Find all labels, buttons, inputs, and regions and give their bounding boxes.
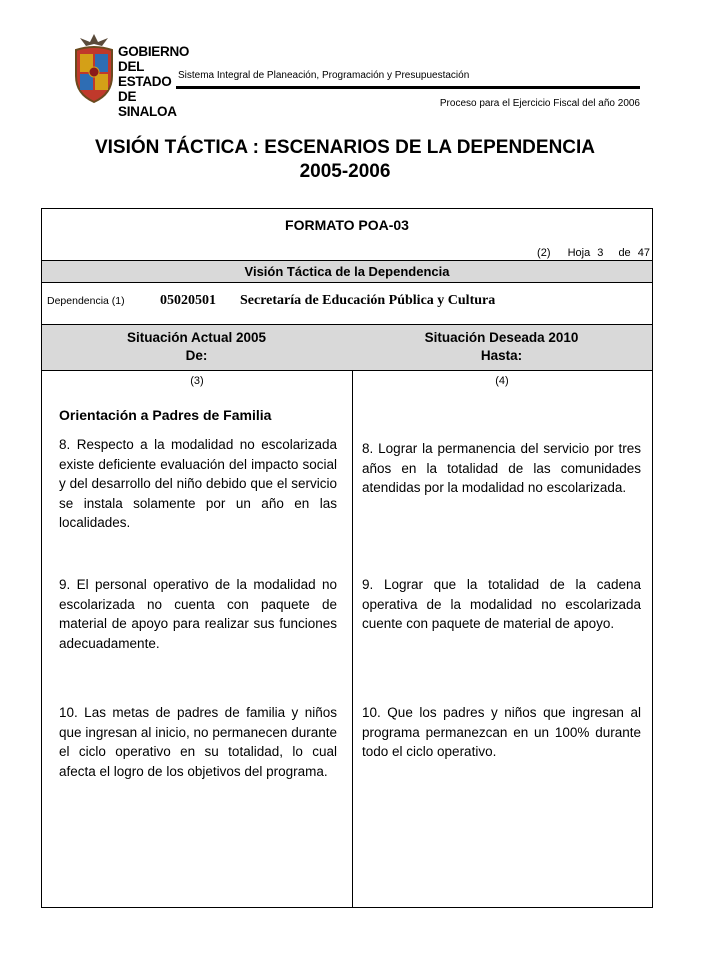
right-column-number: (4) (495, 375, 509, 387)
right-item-9: 9. Lograr que la totalidad de la cadena operativa de la modalidad no escolarizada cuente con paquete de material de apoyo. (362, 577, 641, 631)
sheet-hoja: 3 (597, 247, 604, 259)
system-title: Sistema Integral de Planeación, Programación y Presupuestación (178, 70, 470, 81)
left-header-line-2: De: (185, 348, 208, 363)
right-column-header (351, 329, 652, 365)
sheet-num: (2) (537, 247, 551, 259)
left-item-8: 8. Respecto a la modalidad no escolarizada existe deficiente evaluación del impacto social y del desarrollo del niño debido que el servicio se instala solamente por un año en las localidades. (59, 437, 337, 530)
right-header-line-2: Hasta: (480, 348, 523, 363)
brand-line-1: GOBIERNO (118, 44, 190, 59)
dependencia-label: Dependencia (1) (47, 295, 125, 307)
column-divider (352, 371, 353, 907)
brand-line-3: DE SINALOA (118, 89, 177, 119)
dependencia-row (42, 283, 652, 325)
right-header-line-1: Situación Deseada 2010 (424, 330, 579, 345)
section-title: Visión Táctica de la Dependencia (42, 261, 652, 283)
brand-line-2: DEL ESTADO (118, 59, 172, 89)
sheet-info (533, 247, 650, 259)
sheet-de-label: de (618, 247, 631, 259)
dependencia-code: 05020501 (160, 293, 216, 308)
left-header-line-1: Situación Actual 2005 (126, 330, 267, 345)
left-column-header (42, 329, 351, 365)
state-seal-logo (68, 32, 120, 104)
process-line: Proceso para el Ejercicio Fiscal del año 2006 (439, 98, 640, 109)
column-headers (42, 325, 652, 371)
sheet-total: 47 (637, 247, 650, 259)
brand-wordmark (118, 44, 190, 119)
left-column-number: (3) (190, 375, 204, 387)
topic-heading: Orientación a Padres de Familia (59, 407, 272, 423)
poa-form (41, 208, 653, 908)
right-item-10: 10. Que los padres y niños que ingresan al programa permanezcan en un 100% durante todo el ciclo operativo. (362, 705, 641, 759)
sheet-hoja-label: Hoja (567, 247, 591, 259)
page-title-line-1: VISIÓN TÁCTICA : ESCENARIOS DE LA DEPENDENCIA (94, 137, 596, 158)
format-title: FORMATO POA-03 (285, 217, 409, 233)
page-title-line-2: 2005-2006 (299, 161, 391, 182)
left-item-9: 9. El personal operativo de la modalidad no escolarizada no cuenta con paquete de material de apoyo para realizar sus funciones adecuadamente. (59, 577, 337, 651)
left-item-10: 10. Las metas de padres de familia y niños que ingresan al inicio, no permanecen durante el ciclo operativo en su totalidad, lo cual afecta el logro de los objetivos del programa. (59, 705, 337, 779)
right-item-8: 8. Lograr la permanencia del servicio por tres años en la totalidad de las comunidades atendidas por la modalidad no escolarizada. (362, 441, 641, 495)
dependencia-name: Secretaría de Educación Pública y Cultura (240, 293, 496, 308)
format-row (42, 209, 652, 261)
page-title (0, 136, 690, 184)
header-rule (176, 86, 640, 89)
